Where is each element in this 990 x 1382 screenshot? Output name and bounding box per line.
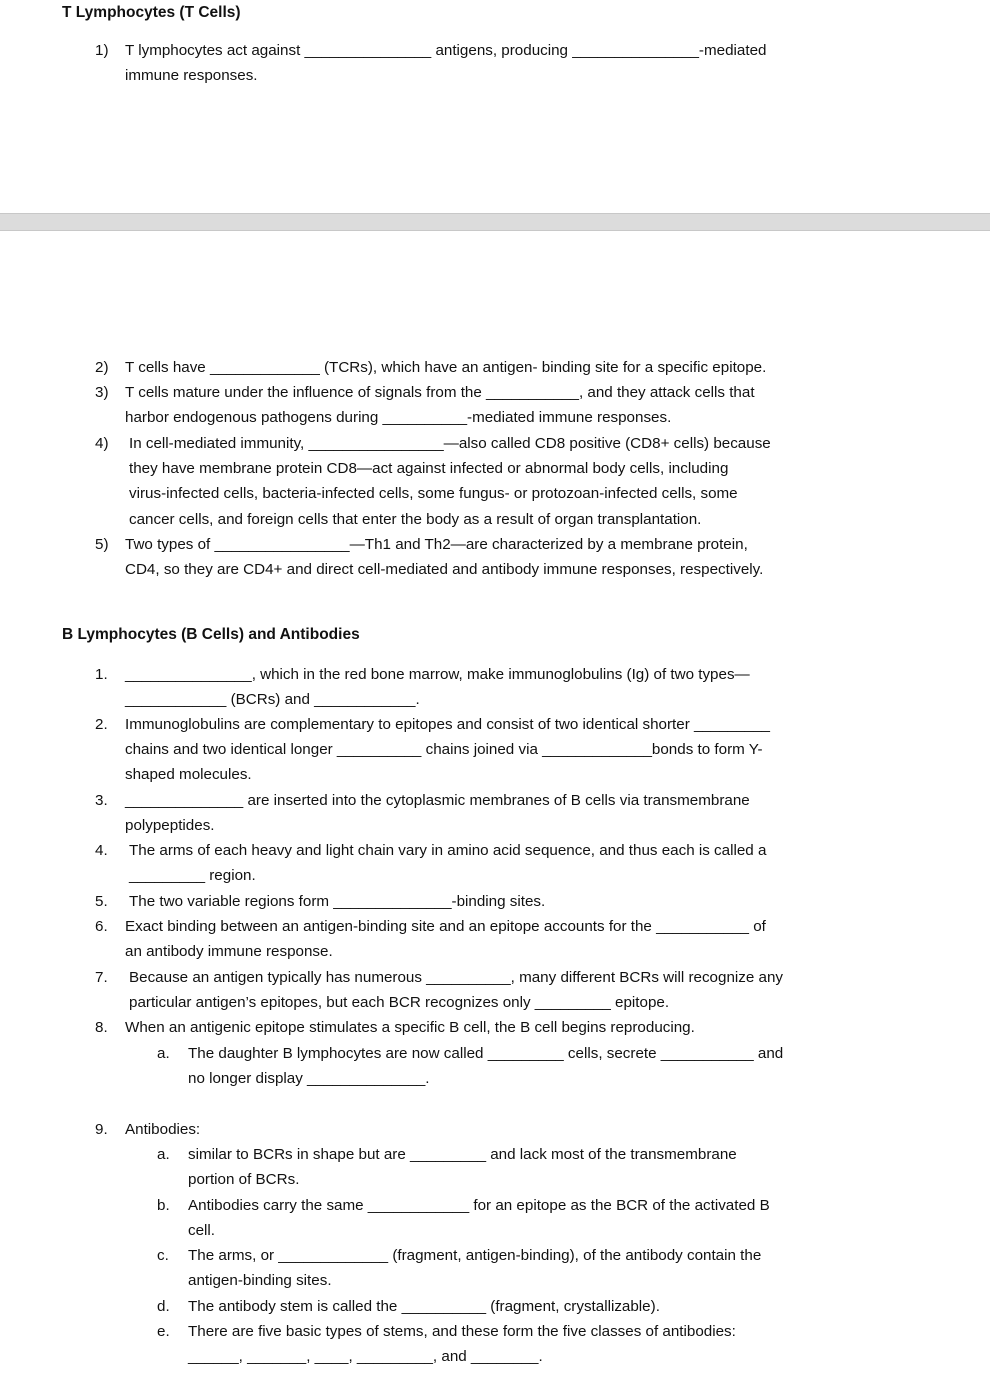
question-line: The antibody stem is called the __________ (fragment, crystallizable).	[188, 1298, 660, 1315]
item-marker: b.	[157, 1197, 170, 1214]
question-line: The arms, or _____________ (fragment, antigen-binding), of the antibody contain the	[188, 1247, 762, 1264]
item-marker: 1)	[95, 42, 109, 59]
question-line: T lymphocytes act against _______________ antigens, producing _______________-mediated	[125, 42, 767, 59]
question-line: immune responses.	[125, 67, 258, 85]
item-marker: e.	[157, 1323, 170, 1340]
question-item	[125, 355, 766, 380]
question-item	[188, 1243, 761, 1293]
question-item	[129, 889, 545, 914]
question-item	[125, 380, 755, 430]
question-item	[129, 431, 771, 532]
question-line: _________ region.	[129, 867, 256, 885]
item-marker: 2.	[95, 716, 108, 733]
question-line: polypeptides.	[125, 817, 215, 835]
question-line: Exact binding between an antigen-binding site and an epitope accounts for the ___________ of	[125, 918, 766, 935]
question-item	[125, 662, 750, 712]
item-marker: a.	[157, 1045, 170, 1062]
item-marker: 6.	[95, 918, 108, 935]
item-marker: c.	[157, 1247, 169, 1264]
question-line: _______________, which in the red bone marrow, make immunoglobulins (Ig) of two types—	[125, 666, 750, 683]
question-line: ______________ are inserted into the cytoplasmic membranes of B cells via transmembrane	[125, 792, 750, 809]
item-marker: 5.	[95, 893, 108, 910]
item-marker: 1.	[95, 666, 108, 683]
question-line: they have membrane protein CD8—act against infected or abnormal body cells, including	[129, 460, 729, 478]
question-line: The two variable regions form ______________-binding sites.	[129, 893, 546, 910]
question-line: an antibody immune response.	[125, 943, 333, 961]
item-marker: 8.	[95, 1019, 108, 1036]
question-line: Antibodies:	[125, 1121, 201, 1138]
question-line: ____________ (BCRs) and ____________.	[125, 691, 420, 709]
item-marker: 4)	[95, 435, 109, 452]
item-marker: 9.	[95, 1121, 108, 1138]
question-line: T cells mature under the influence of signals from the ___________, and they attack cells that	[125, 384, 755, 401]
question-line: In cell-mediated immunity, ________________—also called CD8 positive (CD8+ cells) because	[129, 435, 771, 452]
question-item	[125, 38, 766, 88]
question-line: cancer cells, and foreign cells that enter the body as a result of organ transplantation.	[129, 510, 702, 528]
question-line: There are five basic types of stems, and these form the five classes of antibodies:	[188, 1323, 736, 1340]
question-item	[125, 712, 770, 788]
item-marker: 5)	[95, 536, 109, 553]
question-line: ______, _______, ____, _________, and ________.	[188, 1348, 543, 1366]
item-marker: 3)	[95, 384, 109, 401]
question-line: chains and two identical longer __________ chains joined via _____________bonds to form Y-	[125, 741, 763, 759]
question-item	[125, 1015, 695, 1040]
question-line: antigen-binding sites.	[188, 1272, 332, 1290]
question-item	[188, 1041, 783, 1091]
question-item	[188, 1142, 737, 1192]
question-line: particular antigen’s epitopes, but each BCR recognizes only _________ epitope.	[129, 994, 670, 1012]
question-item	[125, 532, 763, 582]
item-marker: d.	[157, 1298, 170, 1315]
question-item	[125, 1117, 200, 1142]
question-line: Two types of ________________—Th1 and Th2—are characterized by a membrane protein,	[125, 536, 748, 553]
question-item	[125, 788, 750, 838]
item-marker: 7.	[95, 969, 108, 986]
question-line: similar to BCRs in shape but are _________ and lack most of the transmembrane	[188, 1146, 737, 1163]
question-line: CD4, so they are CD4+ and direct cell-mediated and antibody immune responses, respectively.	[125, 561, 764, 579]
question-line: T cells have _____________ (TCRs), which have an antigen- binding site for a specific epitope.	[125, 359, 767, 376]
question-line: virus-infected cells, bacteria-infected cells, some fungus- or protozoan-infected cells, some	[129, 485, 738, 503]
question-line: When an antigenic epitope stimulates a specific B cell, the B cell begins reproducing.	[125, 1019, 695, 1036]
question-line: shaped molecules.	[125, 766, 252, 784]
question-line: portion of BCRs.	[188, 1171, 300, 1189]
section-title-b-cells: B Lymphocytes (B Cells) and Antibodies	[62, 626, 360, 643]
question-line: harbor endogenous pathogens during __________-mediated immune responses.	[125, 409, 672, 427]
page-break-divider	[0, 213, 990, 231]
question-line: Antibodies carry the same ____________ for an epitope as the BCR of the activated B	[188, 1197, 770, 1214]
question-item	[125, 914, 766, 964]
question-line: no longer display ______________.	[188, 1070, 430, 1088]
question-line: Immunoglobulins are complementary to epitopes and consist of two identical shorter _________	[125, 716, 771, 733]
item-marker: 4.	[95, 842, 108, 859]
item-marker: a.	[157, 1146, 170, 1163]
question-item	[188, 1319, 736, 1369]
item-marker: 3.	[95, 792, 108, 809]
question-line: Because an antigen typically has numerous __________, many different BCRs will recognize any	[129, 969, 784, 986]
section-title-t-cells: T Lymphocytes (T Cells)	[62, 4, 241, 21]
question-item	[188, 1193, 770, 1243]
question-line: The arms of each heavy and light chain vary in amino acid sequence, and thus each is called a	[129, 842, 767, 859]
question-line: cell.	[188, 1222, 216, 1240]
question-line: The daughter B lymphocytes are now called _________ cells, secrete ___________ and	[188, 1045, 784, 1062]
question-item	[129, 838, 766, 888]
question-item	[188, 1294, 660, 1319]
item-marker: 2)	[95, 359, 109, 376]
question-item	[129, 965, 783, 1015]
